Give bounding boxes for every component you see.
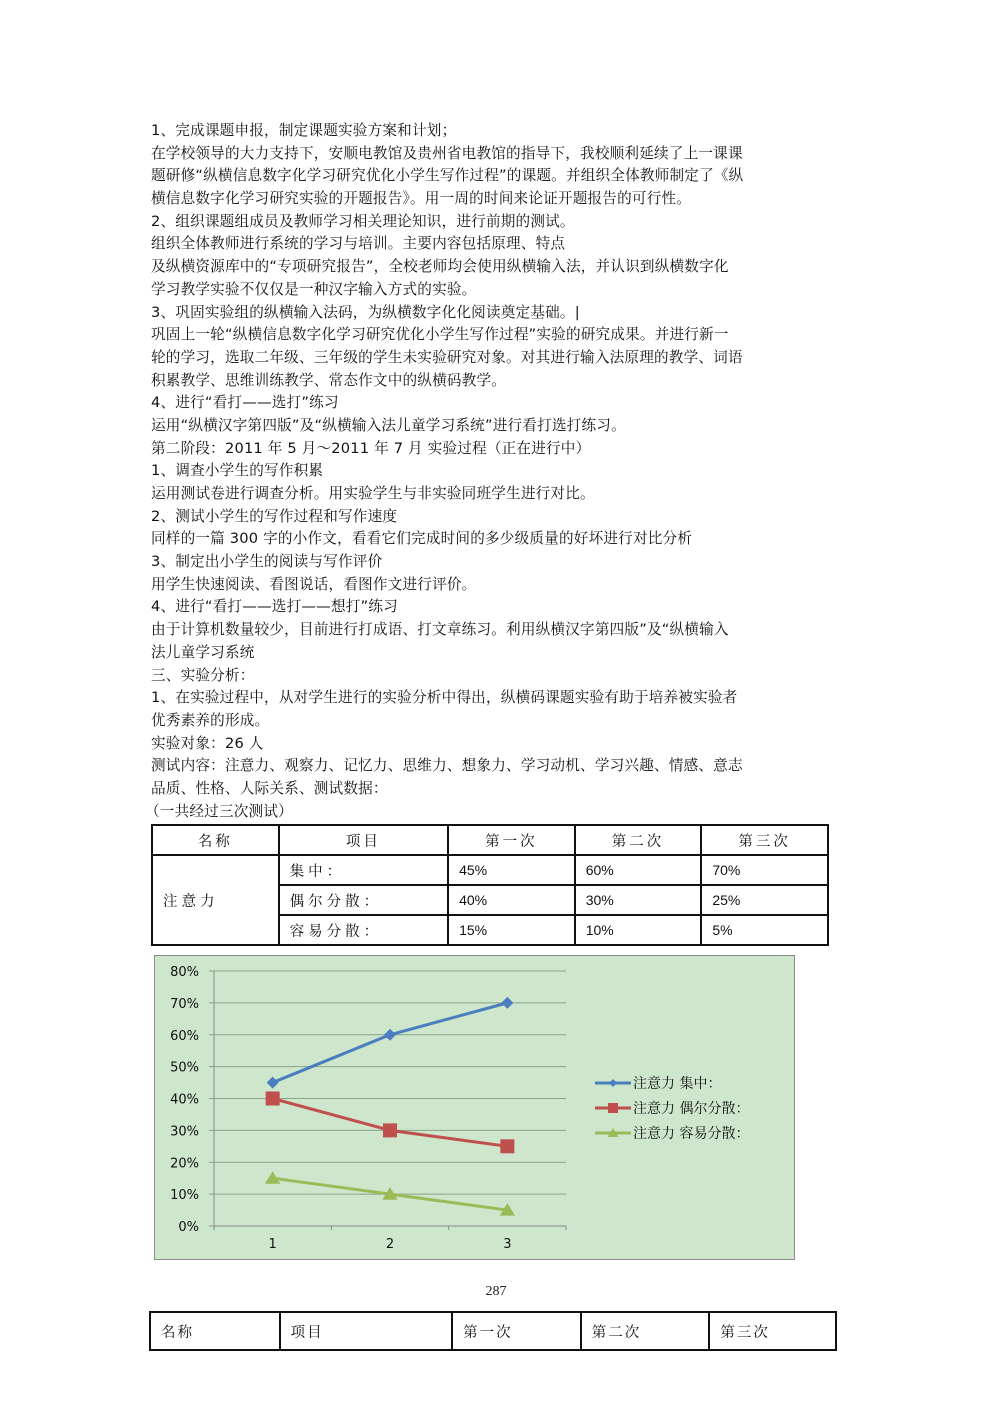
text-line: 1、在实验过程中，从对学生进行的实验分析中得出，纵横码课题实验有助于培养被实验者 — [151, 689, 738, 707]
text-line: 1、调查小学生的写作积累 — [151, 462, 324, 480]
square-marker — [266, 1092, 280, 1106]
text-line: 组织全体教师进行系统的学习与培训。主要内容包括原理、特点 — [151, 235, 566, 253]
square-marker — [608, 1103, 618, 1113]
text-line: 4、进行“看打——选打”练习 — [151, 394, 339, 412]
text-line: 及纵横资源库中的“专项研究报告”，全校老师均会使用纵横输入法，并认识到纵横数字化 — [151, 258, 729, 276]
text-line: 运用测试卷进行调查分析。用实验学生与非实验同班学生进行对比。 — [151, 485, 595, 502]
page-number: 287 — [485, 1284, 507, 1299]
item-cell: 偶尔分散： — [279, 885, 448, 915]
text-line: （一共经过三次测试） — [145, 802, 293, 820]
x-tick-label: 1 — [268, 1237, 277, 1252]
text-line: 法儿童学习系统 — [151, 643, 255, 661]
text-line: 1、完成课题申报，制定课题实验方案和计划； — [151, 122, 457, 139]
attention-line-chart — [154, 955, 795, 1260]
attention-test-table — [151, 824, 829, 946]
diamond-marker — [501, 997, 513, 1009]
next-test-table — [149, 1311, 837, 1351]
text-line: 题研修“纵横信息数字化学习研究优化小学生写作过程”的课题。并组织全体教师制定了《纵 — [151, 167, 744, 185]
y-tick-label: 60% — [170, 1028, 199, 1044]
value-cell: 70% — [701, 855, 828, 885]
y-tick-label: 30% — [170, 1124, 199, 1140]
value-cell: 10% — [575, 915, 702, 945]
header-cell-third: 第三次 — [701, 825, 828, 855]
series-line — [273, 1099, 508, 1147]
item-cell: 集中： — [279, 855, 448, 885]
header-cell-third: 第三次 — [709, 1312, 836, 1350]
x-tick-label: 2 — [385, 1237, 395, 1252]
text-line: 巩固上一轮“纵横信息数字化学习研究优化小学生写作过程”实验的研究成果。并进行新一 — [151, 326, 729, 344]
y-tick-label: 40% — [170, 1092, 199, 1108]
legend-label: 注意力 容易分散： — [633, 1126, 750, 1142]
y-tick-label: 10% — [170, 1188, 199, 1204]
value-cell: 45% — [448, 855, 575, 885]
text-line: 在学校领导的大力支持下，安顺电教馆及贵州省电教馆的指导下，我校顺利延续了上一课课 — [151, 144, 743, 162]
table-header-row — [150, 1312, 836, 1350]
text-line: 测试内容：注意力、观察力、记忆力、思维力、想象力、学习动机、学习兴趣、情感、意志 — [151, 757, 743, 775]
text-line: 2、组织课题组成员及教师学习相关理论知识，进行前期的测试。 — [151, 212, 575, 230]
text-line: 优秀素养的形成。 — [151, 711, 270, 729]
value-cell: 40% — [448, 885, 575, 915]
header-cell-name: 名称 — [152, 825, 279, 855]
legend-label: 注意力 偶尔分散： — [633, 1101, 750, 1117]
text-line: 学习教学实验不仅仅是一种汉字输入方式的实验。 — [151, 280, 477, 298]
table-row — [152, 855, 828, 885]
x-tick-label: 3 — [503, 1237, 512, 1252]
y-tick-label: 0% — [178, 1220, 199, 1235]
legend-label: 注意力 集中： — [633, 1076, 722, 1092]
y-tick-label: 80% — [170, 965, 199, 980]
square-marker — [500, 1139, 514, 1153]
value-cell: 5% — [701, 915, 828, 945]
value-cell: 25% — [701, 885, 828, 915]
text-line: 用学生快速阅读、看图说话，看图作文进行评价。 — [151, 575, 477, 593]
header-cell-name: 名称 — [150, 1312, 280, 1350]
text-line: 积累教学、思维训练教学、常态作文中的纵横码教学。 — [151, 371, 507, 389]
text-line: 2、测试小学生的写作过程和写作速度 — [151, 507, 398, 525]
diamond-marker — [267, 1077, 279, 1089]
y-tick-label: 70% — [170, 996, 199, 1012]
group-name-cell: 注意力 — [152, 855, 279, 945]
value-cell: 30% — [575, 885, 702, 915]
text-line: 同样的一篇 300 字的小作文，看看它们完成时间的多少级质量的好坏进行对比分析 — [151, 530, 693, 548]
diamond-marker — [609, 1079, 617, 1087]
table-header-row — [152, 825, 828, 855]
square-marker — [383, 1123, 397, 1137]
header-cell-first: 第一次 — [448, 825, 575, 855]
text-line: 3、制定出小学生的阅读与写作评价 — [151, 553, 383, 571]
value-cell: 15% — [448, 915, 575, 945]
value-cell: 60% — [575, 855, 702, 885]
header-cell-item: 项目 — [280, 1312, 452, 1350]
text-line: 3、巩固实验组的纵横输入法码，为纵横数字化化阅读奠定基础。| — [151, 303, 580, 321]
text-line: 第二阶段：2011 年 5 月～2011 年 7 月 实验过程（正在进行中） — [151, 439, 591, 457]
text-line: 由于计算机数量较少，目前进行打成语、打文章练习。利用纵横汉字第四版”及“纵横输入 — [151, 621, 729, 639]
y-tick-label: 20% — [170, 1156, 199, 1172]
text-line: 4、进行“看打——选打——想打”练习 — [151, 598, 398, 616]
text-line: 三、实验分析： — [151, 666, 255, 684]
series-line — [273, 1003, 508, 1083]
body-text — [145, 120, 851, 823]
diamond-marker — [384, 1029, 396, 1041]
chart-canvas — [155, 956, 796, 1261]
text-line: 品质、性格、人际关系、测试数据： — [151, 779, 388, 797]
text-line: 实验对象：26 人 — [151, 734, 264, 752]
header-cell-first: 第一次 — [452, 1312, 581, 1350]
y-tick-label: 50% — [170, 1060, 199, 1076]
text-line: 轮的学习，选取二年级、三年级的学生未实验研究对象。对其进行输入法原理的教学、词语 — [151, 348, 743, 366]
header-cell-item: 项目 — [279, 825, 448, 855]
text-line: 运用“纵横汉字第四版”及“纵横输入法儿童学习系统”进行看打选打练习。 — [151, 416, 626, 434]
item-cell: 容易分散： — [279, 915, 448, 945]
header-cell-second: 第二次 — [581, 1312, 710, 1350]
text-line: 横信息数字化学习研究实验的开题报告》。用一周的时间来论证开题报告的可行性。 — [151, 190, 692, 208]
header-cell-second: 第二次 — [575, 825, 702, 855]
